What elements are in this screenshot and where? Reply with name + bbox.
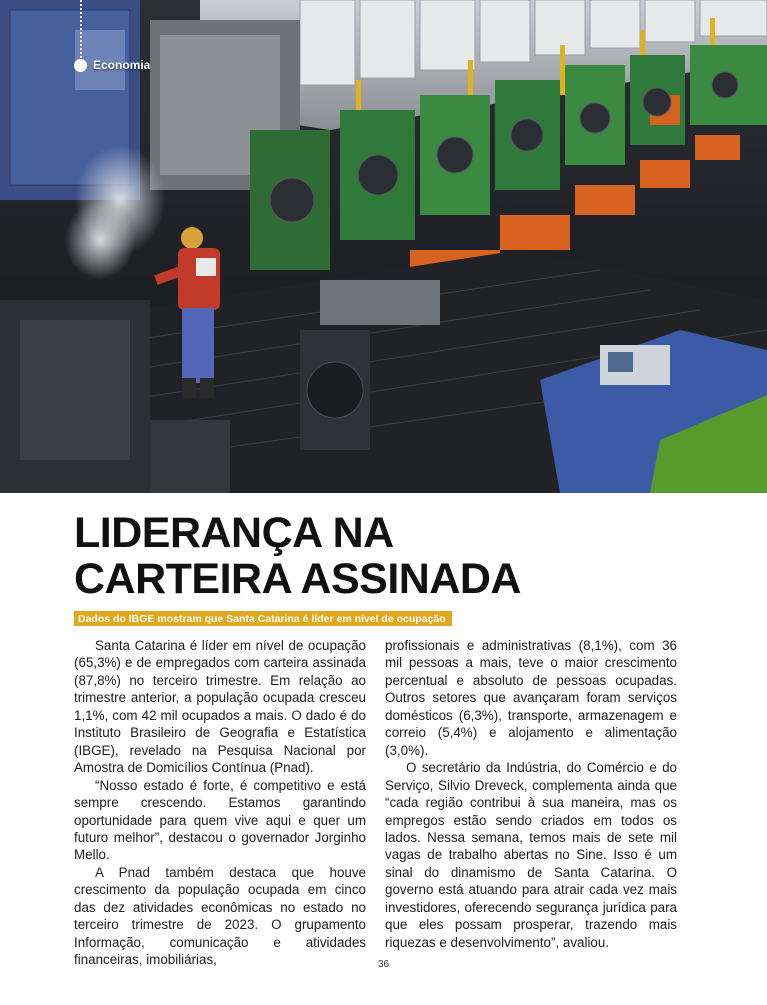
article-subtitle: Dados do IBGE mostram que Santa Catarina é líder em nível de ocupação (78, 612, 446, 625)
title-line-2: CARTEIRA ASSINADA (74, 555, 521, 603)
section-dotted-line (80, 0, 82, 58)
page-number: 36 (377, 959, 390, 970)
steel-mill-photo-icon (0, 0, 767, 493)
section-dot-icon (74, 59, 87, 72)
article-column-left (74, 637, 366, 969)
paragraph: Santa Catarina é líder em nível de ocupação (65,3%) e de empregados com carteira assinada (87,8%) no terceiro trimestre. Em relação ao trimestre anterior, a população ocupada cresceu 1,1%, com 42 mil ocupados a mais. O dado é do Instituto Brasileiro de Geografia e Estatística (IBGE), revelado na Pesquisa Nacional por Amostra de Domicílios Contínua (Pnad). (74, 638, 366, 776)
paragraph: O secretário da Indústria, do Comércio e do Serviço, Silvio Dreveck, complementa ainda que “cada região contribui à sua maneira, mas os empregos estão sendo criados em todos os lados. Nessa semana, temos mais de sete mil vagas de trabalho abertas no Sine. Isso é um sinal do dinamismo de Santa Catarina. O governo está atuando para atrair cada vez mais investidores, oferecendo segurança jurídica para que eles possam prosperar, trazendo mais riquezas e desenvolvimento”, avaliou. (385, 760, 677, 950)
paragraph: A Pnad também destaca que houve crescimento da população ocupada em cinco das dez atividades econômicas no estado no terceiro trimestre de 2023. O grupamento Informação, comunicação e atividades financeiras, imobiliárias, (74, 864, 366, 968)
paragraph: “Nosso estado é forte, é competitivo e está sempre crescendo. Estamos garantindo oportunidade para quem vive aqui e quer um futuro melhor”, destacou o governador Jorginho Mello. (74, 777, 366, 863)
article-column-right (385, 637, 677, 951)
section-tag (74, 58, 150, 72)
paragraph: profissionais e administrativas (8,1%), com 36 mil pessoas a mais, teve o maior crescimento percentual e absoluto de pessoas ocupadas. Outros setores que avançaram foram serviços domésticos (6,3%), transporte, armazenagem e correio (5,4%) e alojamento e alimentação (3,0%). (385, 638, 677, 758)
section-label: Economia (93, 58, 151, 72)
title-line-1: LIDERANÇA NA (74, 509, 394, 557)
article-title (74, 510, 694, 602)
article-subtitle-bar (74, 611, 452, 626)
hero-photo (0, 0, 767, 493)
